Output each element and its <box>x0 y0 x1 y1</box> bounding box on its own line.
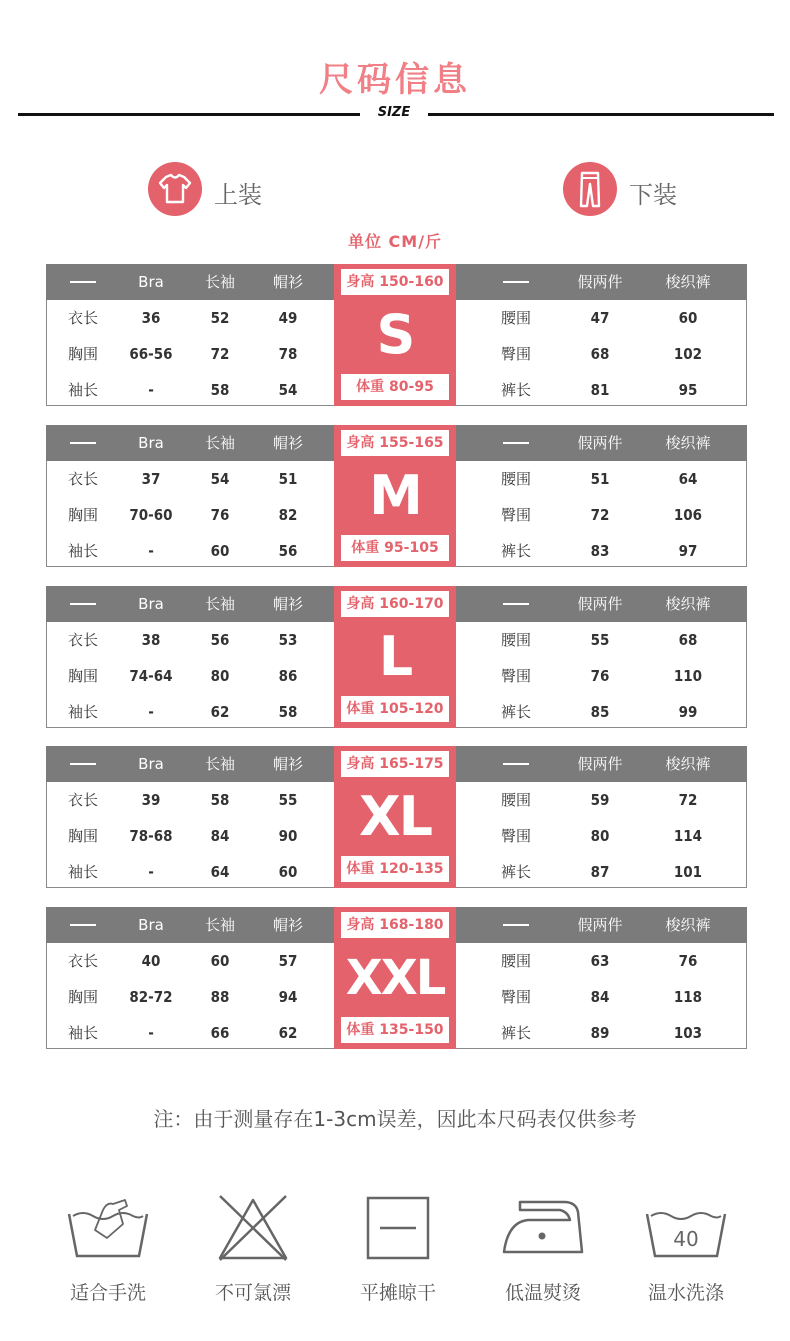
table-cell: 66-56 <box>129 345 173 363</box>
table-cell: 51 <box>590 470 610 488</box>
care-label-no-bleach: 不可氯漂 <box>214 1282 291 1304</box>
table-cell: 66 <box>210 1024 230 1042</box>
column-header: 假两件 <box>577 755 623 773</box>
table-cell: 114 <box>673 827 703 845</box>
table-cell: 68 <box>590 345 610 363</box>
size-letter: M <box>369 464 421 527</box>
table-cell: 49 <box>278 309 298 327</box>
header-dash <box>70 924 96 926</box>
table-cell: 72 <box>678 791 698 809</box>
column-header: 长袖 <box>204 434 235 452</box>
table-cell: 68 <box>678 631 698 649</box>
table-cell: 55 <box>278 791 298 809</box>
table-cell: 78 <box>278 345 298 363</box>
header-dash <box>503 924 529 926</box>
header-dash <box>503 442 529 444</box>
dry-flat-icon <box>353 1190 443 1264</box>
table-cell: 101 <box>673 863 703 881</box>
table-cell: 86 <box>278 667 298 685</box>
table-cell: 72 <box>590 506 610 524</box>
table-cell: 56 <box>210 631 230 649</box>
header-dash <box>503 603 529 605</box>
table-cell: 58 <box>210 381 230 399</box>
size-block-s <box>46 264 747 406</box>
table-cell: 52 <box>210 309 230 327</box>
column-header: Bra <box>138 595 164 613</box>
size-band <box>334 907 456 1049</box>
bottoms-label: 下装 <box>629 181 677 209</box>
size-letter: XXL <box>345 950 445 1006</box>
row-label: 袖长 <box>67 703 98 721</box>
column-header: 帽衫 <box>272 916 303 934</box>
row-label: 腰围 <box>500 952 531 970</box>
row-label: 衣长 <box>67 952 98 970</box>
table-cell: 40 <box>141 952 161 970</box>
table-cell: - <box>148 703 154 721</box>
tops-label: 上装 <box>214 181 262 209</box>
column-header: 长袖 <box>204 273 235 291</box>
care-label-hand-wash: 适合手洗 <box>69 1282 146 1304</box>
height-range: 身高 150-160 <box>341 269 449 295</box>
size-band <box>334 264 456 406</box>
row-label: 臀围 <box>500 345 531 363</box>
header-dash <box>70 763 96 765</box>
table-cell: 94 <box>278 988 298 1006</box>
column-header: 长袖 <box>204 916 235 934</box>
wash-40-icon <box>641 1190 731 1264</box>
table-cell: 85 <box>590 703 610 721</box>
column-header: 假两件 <box>577 434 623 452</box>
table-cell: 62 <box>278 1024 298 1042</box>
table-cell: 76 <box>678 952 698 970</box>
table-cell: 90 <box>278 827 298 845</box>
table-cell: 95 <box>678 381 698 399</box>
height-range: 身高 160-170 <box>341 591 449 617</box>
tshirt-icon <box>148 162 202 216</box>
weight-range: 体重 95-105 <box>341 535 449 561</box>
column-header: 帽衫 <box>272 755 303 773</box>
row-label: 臀围 <box>500 988 531 1006</box>
table-cell: 78-68 <box>129 827 173 845</box>
row-label: 袖长 <box>67 542 98 560</box>
table-cell: 37 <box>141 470 161 488</box>
column-header: 帽衫 <box>272 273 303 291</box>
low-iron-icon <box>498 1190 588 1264</box>
table-cell: 76 <box>210 506 230 524</box>
row-label: 胸围 <box>67 506 98 524</box>
column-header: 长袖 <box>204 595 235 613</box>
table-cell: 57 <box>278 952 298 970</box>
table-cell: 103 <box>673 1024 703 1042</box>
table-cell: 58 <box>278 703 298 721</box>
table-cell: 84 <box>210 827 230 845</box>
row-label: 衣长 <box>67 470 98 488</box>
header-dash <box>503 281 529 283</box>
row-label: 臀围 <box>500 506 531 524</box>
table-cell: 54 <box>210 470 230 488</box>
table-cell: - <box>148 863 154 881</box>
row-label: 衣长 <box>67 791 98 809</box>
column-header: Bra <box>138 916 164 934</box>
wash-temperature: 40 <box>673 1227 699 1251</box>
table-cell: 110 <box>673 667 703 685</box>
size-band <box>334 746 456 888</box>
table-cell: 88 <box>210 988 230 1006</box>
table-cell: 70-60 <box>129 506 173 524</box>
table-cell: 102 <box>673 345 703 363</box>
table-cell: 58 <box>210 791 230 809</box>
table-cell: 55 <box>590 631 610 649</box>
row-label: 臀围 <box>500 827 531 845</box>
table-cell: 56 <box>278 542 298 560</box>
table-cell: 99 <box>678 703 698 721</box>
table-cell: 64 <box>678 470 698 488</box>
row-label: 衣长 <box>67 309 98 327</box>
row-label: 袖长 <box>67 863 98 881</box>
table-cell: 106 <box>673 506 703 524</box>
no-bleach-icon <box>208 1190 298 1264</box>
table-cell: 118 <box>673 988 703 1006</box>
height-range: 身高 168-180 <box>341 912 449 938</box>
column-header: 梭织裤 <box>665 916 711 934</box>
pants-icon <box>563 162 617 216</box>
table-cell: 59 <box>590 791 610 809</box>
table-cell: 83 <box>590 542 610 560</box>
weight-range: 体重 80-95 <box>341 374 449 400</box>
table-cell: 80 <box>210 667 230 685</box>
header-dash <box>70 281 96 283</box>
table-cell: 63 <box>590 952 610 970</box>
size-block-xxl <box>46 907 747 1049</box>
size-letter: XL <box>358 785 432 848</box>
row-label: 裤长 <box>500 703 531 721</box>
table-cell: - <box>148 381 154 399</box>
table-cell: 80 <box>590 827 610 845</box>
hand-wash-icon <box>63 1190 153 1264</box>
size-block-m <box>46 425 747 567</box>
weight-range: 体重 135-150 <box>341 1017 449 1043</box>
table-cell: 47 <box>590 309 610 327</box>
row-label: 袖长 <box>67 1024 98 1042</box>
row-label: 胸围 <box>67 667 98 685</box>
table-cell: 97 <box>678 542 698 560</box>
row-label: 裤长 <box>500 381 531 399</box>
column-header: 假两件 <box>577 273 623 291</box>
column-header: 梭织裤 <box>665 434 711 452</box>
weight-range: 体重 105-120 <box>341 696 449 722</box>
table-cell: 82 <box>278 506 298 524</box>
table-cell: 62 <box>210 703 230 721</box>
size-subtitle: SIZE <box>377 105 411 120</box>
row-label: 腰围 <box>500 791 531 809</box>
column-header: 长袖 <box>204 755 235 773</box>
size-band <box>334 586 456 728</box>
table-cell: 76 <box>590 667 610 685</box>
page-title: 尺码信息 <box>319 60 471 100</box>
column-header: 假两件 <box>577 595 623 613</box>
table-cell: 87 <box>590 863 610 881</box>
row-label: 腰围 <box>500 309 531 327</box>
measurement-note: 注：由于测量存在1-3cm误差，因此本尺码表仅供参考 <box>153 1107 637 1131</box>
row-label: 裤长 <box>500 1024 531 1042</box>
size-letter: L <box>378 625 412 688</box>
header-dash <box>70 603 96 605</box>
table-cell: 38 <box>141 631 161 649</box>
weight-range: 体重 120-135 <box>341 856 449 882</box>
size-letter: S <box>376 303 414 366</box>
column-header: 梭织裤 <box>665 755 711 773</box>
column-header: 帽衫 <box>272 434 303 452</box>
row-label: 袖长 <box>67 381 98 399</box>
row-label: 胸围 <box>67 988 98 1006</box>
size-band <box>334 425 456 567</box>
table-cell: 36 <box>141 309 161 327</box>
table-cell: 54 <box>278 381 298 399</box>
title-rule-left <box>18 113 360 116</box>
column-header: Bra <box>138 755 164 773</box>
care-label-dry-flat: 平摊晾干 <box>359 1282 436 1304</box>
row-label: 胸围 <box>67 827 98 845</box>
row-label: 裤长 <box>500 863 531 881</box>
table-cell: 60 <box>210 542 230 560</box>
height-range: 身高 165-175 <box>341 751 449 777</box>
header-dash <box>70 442 96 444</box>
row-label: 裤长 <box>500 542 531 560</box>
size-block-xl <box>46 746 747 888</box>
column-header: Bra <box>138 434 164 452</box>
table-cell: 89 <box>590 1024 610 1042</box>
table-cell: 82-72 <box>129 988 173 1006</box>
column-header: 假两件 <box>577 916 623 934</box>
table-cell: 53 <box>278 631 298 649</box>
row-label: 胸围 <box>67 345 98 363</box>
column-header: 帽衫 <box>272 595 303 613</box>
title-rule-right <box>428 113 774 116</box>
column-header: Bra <box>138 273 164 291</box>
column-header: 梭织裤 <box>665 595 711 613</box>
care-label-warm-wash: 温水洗涤 <box>647 1282 724 1304</box>
row-label: 腰围 <box>500 470 531 488</box>
table-cell: 84 <box>590 988 610 1006</box>
unit-label: 单位 CM/斤 <box>347 232 443 251</box>
row-label: 臀围 <box>500 667 531 685</box>
row-label: 衣长 <box>67 631 98 649</box>
table-cell: 51 <box>278 470 298 488</box>
table-cell: 39 <box>141 791 161 809</box>
size-block-l <box>46 586 747 728</box>
table-cell: 81 <box>590 381 610 399</box>
table-cell: 60 <box>210 952 230 970</box>
table-cell: 60 <box>278 863 298 881</box>
height-range: 身高 155-165 <box>341 430 449 456</box>
table-cell: 60 <box>678 309 698 327</box>
column-header: 梭织裤 <box>665 273 711 291</box>
row-label: 腰围 <box>500 631 531 649</box>
table-cell: 72 <box>210 345 230 363</box>
header-dash <box>503 763 529 765</box>
table-cell: - <box>148 542 154 560</box>
table-cell: 74-64 <box>129 667 173 685</box>
care-label-low-iron: 低温熨烫 <box>504 1282 581 1304</box>
table-cell: - <box>148 1024 154 1042</box>
table-cell: 64 <box>210 863 230 881</box>
